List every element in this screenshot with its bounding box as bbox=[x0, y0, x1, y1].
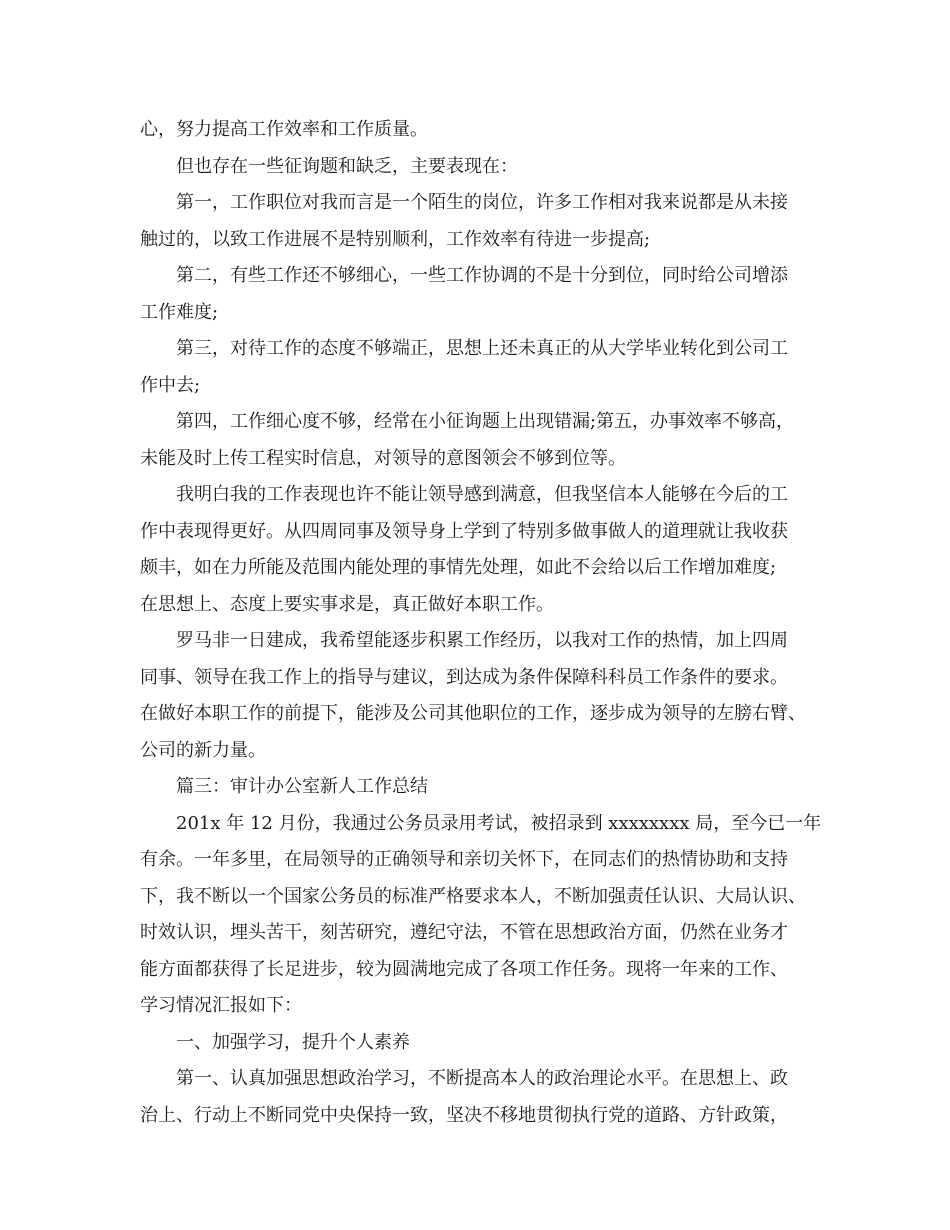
text-line: 在思想上、态度上要实事求是，真正做好本职工作。 bbox=[140, 593, 554, 615]
text-line: 能方面都获得了长足进步，较为圆满地完成了各项工作任务。现将一年来的工作、 bbox=[140, 958, 788, 980]
text-line: 有余。一年多里，在局领导的正确领导和亲切关怀下，在同志们的热情协助和支持 bbox=[140, 849, 788, 870]
text-line: 第二，有些工作还不够细心，一些工作协调的不是十分到位，同时给公司增添 bbox=[176, 265, 788, 286]
text-line: 第一，工作职位对我而言是一个陌生的岗位，许多工作相对我来说都是从未接 bbox=[176, 192, 788, 213]
text-line: 但也存在一些征询题和缺乏，主要表现在： bbox=[176, 155, 518, 177]
text-line: 同事、领导在我工作上的指导与建议，到达成为条件保障科科员工作条件的要求。 bbox=[140, 666, 788, 688]
text-line: 心，努力提高工作效率和工作质量。 bbox=[140, 119, 428, 140]
text-line: 201x 年 12 月份，我通过公务员录用考试，被招录到 xxxxxxxx 局，至今已一年 bbox=[176, 812, 822, 834]
text-line: 公司的新力量。 bbox=[140, 739, 266, 761]
text-line: 罗马非一日建成，我希望能逐步积累工作经历，以我对工作的热情，加上四周 bbox=[176, 630, 788, 651]
document-body bbox=[140, 112, 820, 1134]
text-line: 第四，工作细心度不够，经常在小征询题上出现错漏;第五，办事效率不够高， bbox=[176, 411, 795, 432]
text-line: 在做好本职工作的前提下，能涉及公司其他职位的工作，逐步成为领导的左膀右臂、 bbox=[140, 703, 806, 724]
text-line: 第三，对待工作的态度不够端正，思想上还未真正的从大学毕业转化到公司工 bbox=[176, 338, 788, 359]
text-line: 第一、认真加强思想政治学习，不断提高本人的政治理论水平。在思想上、政 bbox=[176, 1068, 788, 1089]
text-line: 颇丰，如在力所能及范围内能处理的事情先处理，如此不会给以后工作增加难度; bbox=[140, 557, 777, 578]
text-line: 我明白我的工作表现也许不能让领导感到满意，但我坚信本人能够在今后的工 bbox=[176, 484, 788, 505]
text-line: 治上、行动上不断同党中央保持一致，坚决不移地贯彻执行党的道路、方针政策， bbox=[140, 1104, 788, 1126]
text-line: 一、加强学习，提升个人素养 bbox=[176, 1031, 410, 1053]
text-line: 工作难度; bbox=[140, 301, 219, 323]
text-line: 作中去; bbox=[140, 374, 201, 396]
text-line: 时效认识，埋头苦干，刻苦研究，遵纪守法，不管在思想政治方面，仍然在业务才 bbox=[140, 922, 788, 943]
text-line: 下，我不断以一个国家公务员的标准严格要求本人，不断加强责任认识、大局认识、 bbox=[140, 885, 806, 907]
text-line: 未能及时上传工程实时信息，对领导的意图领会不够到位等。 bbox=[140, 447, 626, 469]
text-line: 篇三：审计办公室新人工作总结 bbox=[176, 776, 428, 797]
text-line: 学习情况汇报如下： bbox=[140, 995, 302, 1016]
text-line: 作中表现得更好。从四周同事及领导身上学到了特别多做事做人的道理就让我收获 bbox=[140, 520, 788, 542]
text-line: 触过的，以致工作进展不是特别顺利，工作效率有待进一步提高; bbox=[140, 228, 651, 250]
